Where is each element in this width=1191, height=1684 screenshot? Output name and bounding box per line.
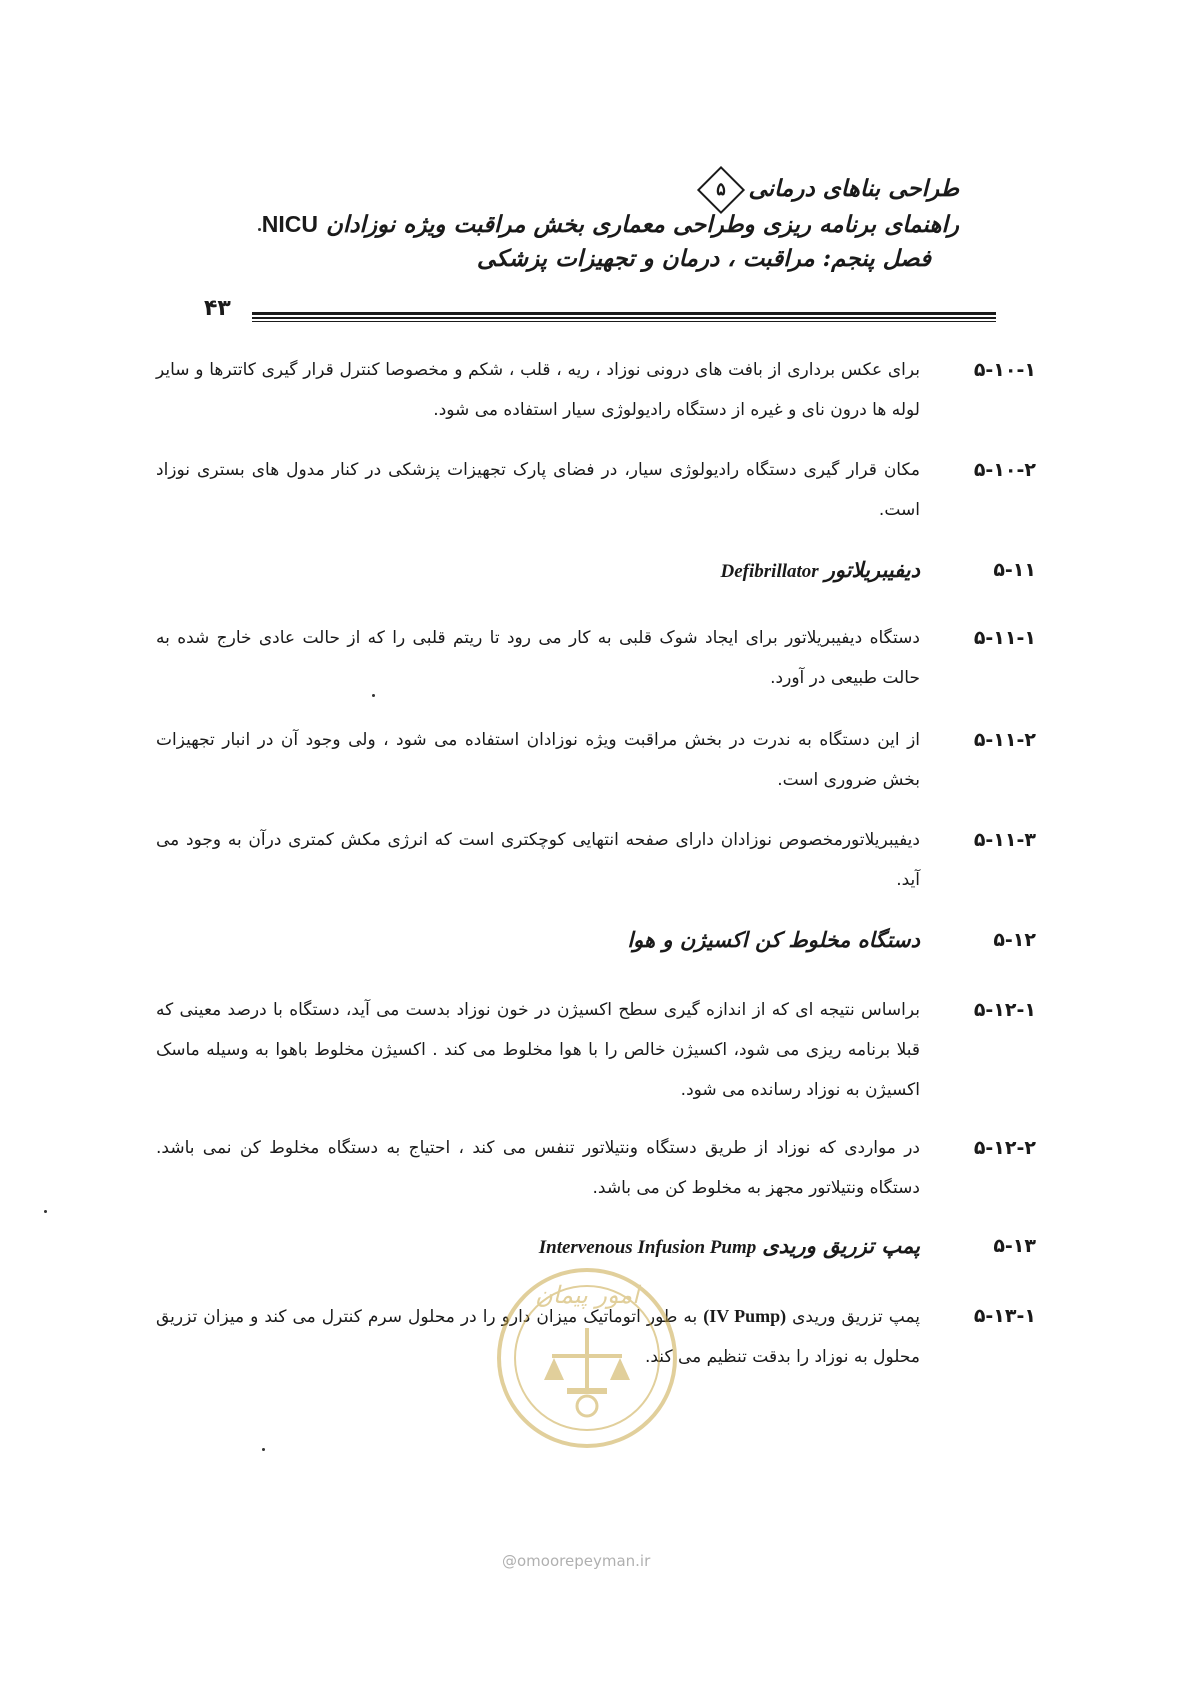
book-series-label: طراحی بناهای درمانی [748, 175, 959, 202]
clause-text: دیفیبریلاتورمخصوص نوزادان دارای صفحه انتهایی کوچکتری است که انرژی مکش کمتری درآن به وجود می آید. [156, 830, 920, 890]
clause-text: مکان قرار گیری دستگاه رادیولوژی سیار، در فضای پارک تجهیزات پزشکی در کنار مدول های بستری نوزاد است. [156, 460, 920, 520]
scan-speck [258, 228, 261, 231]
series-number: ۵ [716, 179, 727, 200]
scan-speck [372, 694, 375, 697]
book-series-title [199, 172, 959, 207]
clause-number: ۵-۱۳-۱ [973, 1305, 1036, 1327]
scan-speck [44, 1210, 47, 1213]
clause-5-11-3 [156, 820, 1036, 900]
page-number: ۴۳ [204, 296, 231, 321]
book-title-text: راهنمای برنامه ریزی وطراحی معماری بخش مراقبت ویژه نوزادان [325, 211, 959, 238]
clause-number: ۵-۱۰-۱ [973, 359, 1036, 381]
clause-text: از این دستگاه به ندرت در بخش مراقبت ویژه نوزادان استفاده می شود ، ولی وجود آن در انبار تجهیزات بخش ضروری است. [156, 730, 920, 790]
section-number: ۵-۱۲ [993, 929, 1036, 951]
clause-text: برای عکس برداری از بافت های درونی نوزاد ، ریه ، قلب ، شکم و مخصوصا کنترل قرار گیری کاتترها و سایر لوله ها درون نای و غیره از دستگاه رادیولوژی سیار استفاده می شود. [156, 360, 920, 420]
clause-5-11-2 [156, 720, 1036, 800]
clause-5-10-2 [156, 450, 1036, 530]
clause-5-11-1 [156, 618, 1036, 698]
header-rule [252, 312, 996, 322]
clause-text: در مواردی که نوزاد از طریق دستگاه ونتیلاتور تنفس می کند ، احتیاج به دستگاه مخلوط کن نمی باشد. دستگاه ونتیلاتور مجهز به مخلوط کن می باشد. [156, 1138, 920, 1198]
section-title: دستگاه مخلوط کن اکسیژن و هوا [627, 927, 920, 952]
clause-text: دستگاه دیفیبریلاتور برای ایجاد شوک قلبی به کار می رود تا ریتم قلبی را که از حالت عادی خارج شده به حالت طبیعی در آورد. [156, 628, 920, 688]
section-title-text: پمپ تزریق وریدی [762, 1233, 920, 1258]
clause-text: براساس نتیجه ای که از اندازه گیری سطح اکسیژن در خون نوزاد بدست می آید، دستگاه با درصد معینی که قبلا برنامه ریزی می شود، اکسیژن خالص را با هوا مخلوط می کند . اکسیژن مخلوط باهوا به وسیله ماسک اکسیژن به نوزاد رسانده می شود. [156, 1000, 920, 1100]
clause-5-12-2 [156, 1128, 1036, 1208]
section-5-12-heading [156, 920, 1036, 960]
section-title [156, 550, 920, 592]
watermark-emblem-text: امور پیمان [535, 1281, 639, 1309]
section-title-latin: Intervenous Infusion Pump [538, 1237, 757, 1258]
clause-number: ۵-۱۲-۱ [973, 999, 1036, 1021]
section-title-text: دیفیبریلاتور [824, 557, 920, 582]
book-title-latin: NICU [261, 211, 318, 237]
clause-number: ۵-۱۰-۲ [973, 459, 1036, 481]
watermark-url: @omoorepeyman.ir [502, 1552, 651, 1570]
clause-latin-term: (IV Pump) [703, 1306, 787, 1326]
clause-number: ۵-۱۱-۳ [973, 829, 1036, 851]
clause-text-start: پمپ تزریق وریدی [792, 1307, 921, 1327]
section-5-11-heading [156, 550, 1036, 592]
clause-5-12-1 [156, 990, 1036, 1110]
clause-number: ۵-۱۲-۲ [973, 1137, 1036, 1159]
clause-text-end: به طور اتوماتیک میزان دارو را در محلول سرم کنترل می کند و میزان تزریق محلول به نوزاد را بدقت تنظیم می کند. [156, 1307, 920, 1367]
section-title-latin: Defibrillator [720, 561, 819, 582]
watermark-emblem-icon [492, 1258, 682, 1458]
section-number: ۵-۱۱ [993, 559, 1036, 581]
clause-number: ۵-۱۱-۲ [973, 729, 1036, 751]
page-header [199, 172, 959, 276]
clause-5-10-1 [156, 350, 1036, 430]
clause-number: ۵-۱۱-۱ [973, 627, 1036, 649]
book-title [199, 207, 959, 242]
scan-speck [262, 1448, 265, 1451]
section-number: ۵-۱۳ [993, 1235, 1036, 1257]
chapter-title: فصل پنجم: مراقبت ، درمان و تجهیزات پزشکی [476, 245, 931, 272]
